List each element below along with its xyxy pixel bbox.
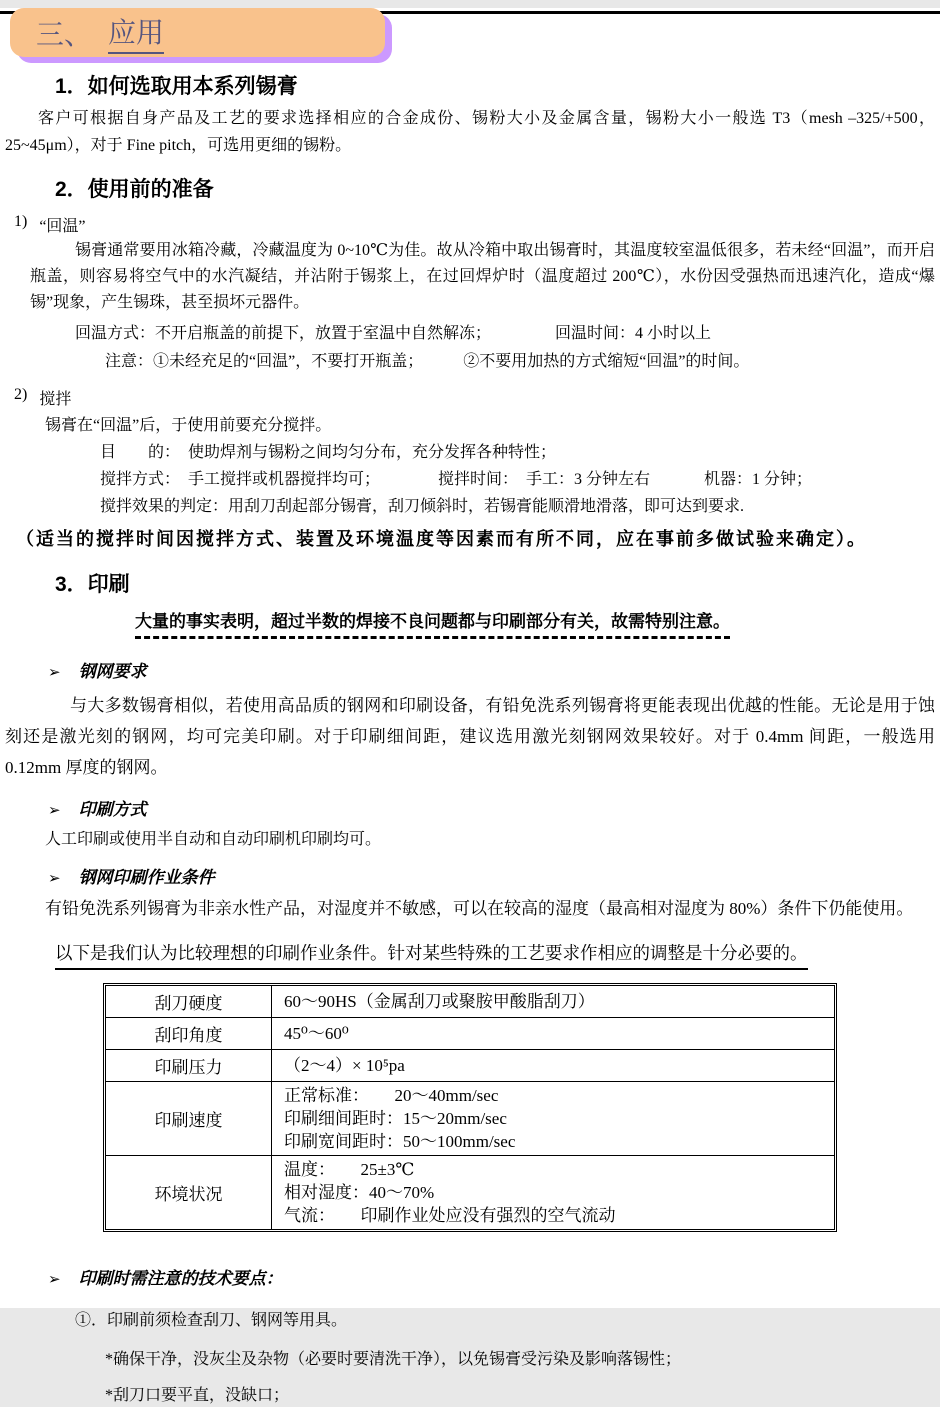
row-label-squeegee-angle: 刮印角度 <box>106 1018 272 1050</box>
table-intro-wrap <box>55 940 940 970</box>
rewarm-notes-line <box>105 351 940 373</box>
arrow-bullet-icon: ➢ <box>48 665 61 681</box>
row-value-line: 相对湿度：40～70% <box>284 1183 435 1202</box>
row-value-line: 印刷细间距时：15～20mm/sec <box>284 1109 507 1128</box>
row-label-print-pressure: 印刷压力 <box>106 1050 272 1082</box>
list-item-stir <box>14 386 940 409</box>
table-row <box>106 1018 835 1050</box>
banner-title: 应用 <box>108 11 164 54</box>
bullet-title-print-method: 印刷方式 <box>78 800 147 819</box>
table-row <box>106 1156 835 1230</box>
tech-point-1: ①．印刷前须检查刮刀、钢网等用具。 <box>75 1312 348 1329</box>
stir-intro: 锡膏在“回温”后，于使用前要充分搅拌。 <box>45 417 332 434</box>
rewarm-method-line <box>75 323 940 345</box>
list-item-rewarm <box>14 213 940 236</box>
print-method-paragraph: 人工印刷或使用半自动和自动印刷机印刷均可。 <box>45 831 382 848</box>
select-paste-paragraph: 客户可根据自身产品及工艺的要求选择相应的合金成份、锡粉大小及金属含量，锡粉大小一般选 T3（mesh –325/+500，25~45μm），对于 Fine pitch，可选用更细的锡粉。 <box>5 110 935 154</box>
document-page <box>0 8 940 1404</box>
row-label-print-speed: 印刷速度 <box>106 1082 272 1156</box>
bullet-stencil-requirement <box>48 657 940 682</box>
rewarm-method: 回温方式：不开启瓶盖的前提下，放置于室温中自然解冻； <box>75 325 492 342</box>
rewarm-item-number: 1) <box>14 213 28 230</box>
row-value: 45⁰～60⁰ <box>284 1024 349 1043</box>
stencil-paragraph: 与大多数锡膏相似，若使用高品质的钢网和印刷设备，有铅免洗系列锡膏将更能表现出优越的性能。无论是用于蚀刻还是激光刻的钢网，均可完美印刷。对于印刷细间距，建议选用激光刻钢网效果较好。对于 0.4mm 间距，一般选用 0.12mm 厚度的钢网。 <box>5 696 935 777</box>
bullet-print-method <box>48 795 940 820</box>
heading-select-paste: 1．如何选取用本系列锡膏 <box>55 75 298 98</box>
heading-preparation: 2．使用前的准备 <box>55 178 214 201</box>
table-row <box>106 986 835 1018</box>
tech-point-1-sub-2: *刮刀口要平直，没缺口； <box>105 1387 290 1404</box>
row-value-line: 气流： 印刷作业处应没有强烈的空气流动 <box>284 1206 616 1225</box>
table-intro: 以下是我们认为比较理想的印刷作业条件。针对某些特殊的工艺要求作相应的调整是十分必要的。 <box>55 940 808 970</box>
stir-item-number: 2) <box>14 386 28 403</box>
bullet-title-print-conditions: 钢网印刷作业条件 <box>78 868 215 887</box>
bullet-print-conditions <box>48 863 940 888</box>
printing-highlight: 大量的事实表明，超过半数的焊接不良问题都与印刷部分有关，故需特别注意。 <box>135 607 730 639</box>
stir-time: 搅拌时间： 手工：3 分钟左右 <box>438 471 651 488</box>
banner-number: 三、 <box>36 18 93 50</box>
tech-point-1-sub-1: *确保干净，没灰尘及杂物（必要时要清洗干净），以免锡膏受污染及影响落锡性； <box>105 1351 682 1368</box>
stir-machine: 机器：1 分钟； <box>704 471 813 488</box>
printing-conditions-table <box>105 985 835 1230</box>
stir-method: 搅拌方式： 手工搅拌或机器搅拌均可； <box>100 471 381 488</box>
stir-judge: 搅拌效果的判定：用刮刀刮起部分锡膏，刮刀倾斜时，若锡膏能顺滑地滑落，即可达到要求. <box>100 498 745 515</box>
rewarm-paragraph: 锡膏通常要用冰箱冷藏，冷藏温度为 0~10℃为佳。故从冷箱中取出锡膏时，其温度较室温低很多，若未经“回温”，而开启瓶盖，则容易将空气中的水汽凝结，并沾附于锡浆上，在过回焊炉时（温度超过 200℃），水份因受强热而迅速汽化，造成“爆锡”现象，产生锡珠，甚至损坏元器件。 <box>30 242 935 311</box>
bullet-title-stencil: 钢网要求 <box>78 662 147 681</box>
printing-highlight-wrap <box>135 607 940 639</box>
rewarm-item-title: “回温” <box>39 218 86 235</box>
row-value-line: 温度： 25±3℃ <box>284 1160 415 1179</box>
arrow-bullet-icon: ➢ <box>48 1272 61 1288</box>
rewarm-note-a: 注意：①未经充足的“回温”，不要打开瓶盖； <box>105 353 424 370</box>
table-row <box>106 1050 835 1082</box>
stir-purpose: 目 的： 使助焊剂与锡粉之间均匀分布，充分发挥各种特性； <box>100 444 557 461</box>
stir-note: （适当的搅拌时间因搅拌方式、装置及环境温度等因素而有所不同，应在事前多做试验来确定）。 <box>16 529 867 549</box>
rewarm-time: 回温时间：4 小时以上 <box>555 325 712 342</box>
row-value: 60～90HS（金属刮刀或聚胺甲酸脂刮刀） <box>284 992 595 1011</box>
rewarm-note-b: ②不要用加热的方式缩短“回温”的时间。 <box>463 353 750 370</box>
row-label-squeegee-hardness: 刮刀硬度 <box>106 986 272 1018</box>
arrow-bullet-icon: ➢ <box>48 803 61 819</box>
heading-printing: 3．印刷 <box>55 573 130 596</box>
row-value-line: 正常标准： 20～40mm/sec <box>284 1086 499 1105</box>
arrow-bullet-icon: ➢ <box>48 871 61 887</box>
stir-method-line <box>100 468 940 491</box>
stir-item-title: 搅拌 <box>39 391 72 408</box>
table-row <box>106 1082 835 1156</box>
bullet-tech-points <box>48 1264 940 1289</box>
bullet-title-tech-points: 印刷时需注意的技术要点： <box>78 1269 283 1288</box>
print-conditions-paragraph: 有铅免洗系列锡膏为非亲水性产品，对湿度并不敏感，可以在较高的湿度（最高相对湿度为 80%）条件下仍能使用。 <box>45 899 914 918</box>
row-label-environment: 环境状况 <box>106 1156 272 1230</box>
row-value-line: 印刷宽间距时：50～100mm/sec <box>284 1132 516 1151</box>
row-value: （2～4）× 10⁵pa <box>284 1056 405 1075</box>
section-banner <box>10 8 385 57</box>
